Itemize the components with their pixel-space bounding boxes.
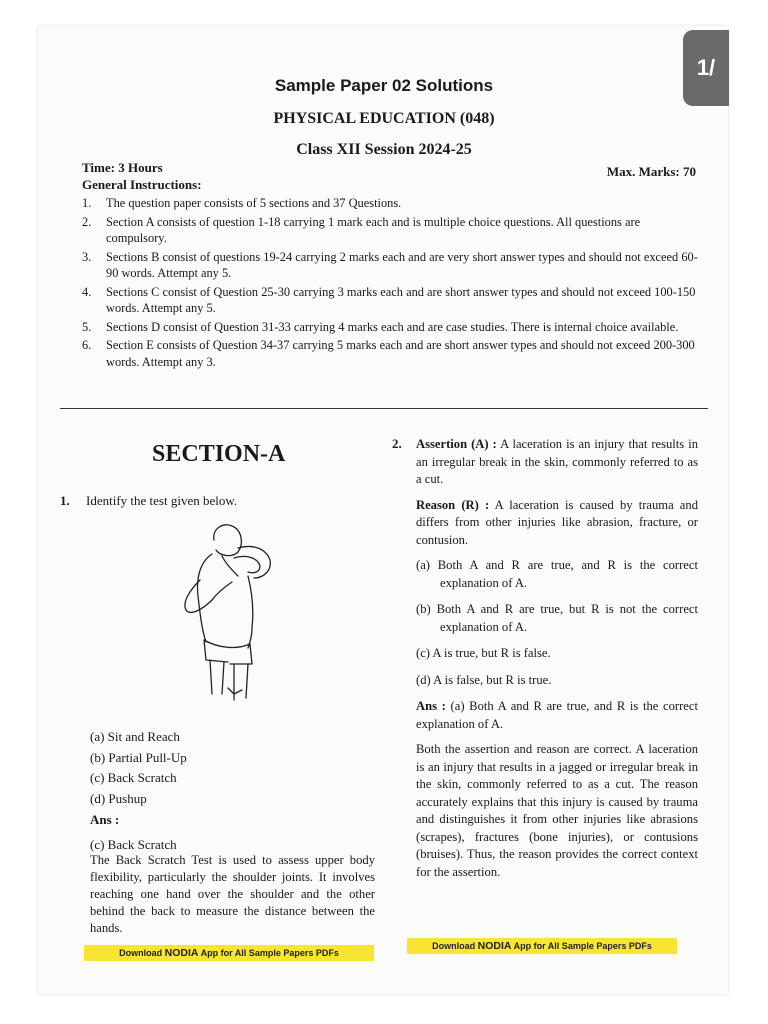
question-2-number: 2. (392, 436, 402, 451)
question-1-text: Identify the test given below. (86, 493, 238, 508)
general-instructions-title: General Instructions: (82, 177, 202, 192)
instruction-item: 3. Sections B consist of questions 19-24 carrying 2 marks each and are very short answer types and should not exceed 60-90 words. Attempt any 5. (82, 249, 698, 280)
option-d: (d) A is false, but R is true. (416, 672, 552, 687)
instructions-list (82, 195, 698, 372)
question-1-number: 1. (60, 493, 70, 508)
session-heading: Class XII Session 2024-25 (296, 141, 472, 158)
option-b: (b) Both A and R are true, but R is not the correct explanation of A. (416, 602, 698, 634)
instruction-item: 5. Sections D consist of Question 31-33 carrying 4 marks each and are case studies. There is internal choice available. (82, 319, 679, 334)
reason-paragraph: Reason (R) : A laceration is caused by trauma and differs from other injuries like abrasion, fracture, or contusion. (416, 497, 698, 547)
instruction-item: 6. Section E consists of Question 34-37 carrying 5 marks each and are short answer types and should not exceed 200-300 words. Attempt any 3. (82, 338, 695, 369)
paper-title: Sample Paper 02 Solutions (274, 76, 494, 95)
horizontal-divider (60, 408, 708, 409)
instruction-item: 1. The question paper consists of 5 sections and 37 Questions. (82, 196, 402, 210)
question-1-explanation: The Back Scratch Test is used to assess upper body flexibility, particularly the shoulder joints. It involves reaching one hand over the shoulder and the other behind the back to measure the distance between the hands. (90, 853, 375, 935)
max-marks-label: Max. Marks: 70 (606, 164, 696, 179)
question-2-explanation: Both the assertion and reason are correct. A laceration is an injury that results in a jagged or irregular break in the skin, commonly referred to as a cut. The reason accurately explains that this injury is caused by trauma and distinguishes it from other injuries like abrasions (scrapes), fractures (bone injuries), or contusions (bruises). Thus, the reason provides the correct context for the assertion. (416, 742, 698, 879)
question-1-answer-label: Ans : (90, 812, 120, 827)
download-app-banner[interactable]: Download NODIA App for All Sample Papers PDFs (407, 938, 677, 954)
option-a: (a) Sit and Reach (90, 729, 180, 744)
section-a-heading: SECTION-A (152, 441, 286, 467)
instruction-item: 4. Sections C consist of Question 25-30 carrying 3 marks each and are short answer types and should not exceed 100-150 words. Attempt any 5. (82, 284, 696, 315)
download-app-banner[interactable]: Download NODIA App for All Sample Papers PDFs (84, 945, 374, 961)
subject-heading: PHYSICAL EDUCATION (048) (273, 110, 495, 127)
question-1-answer-choice: (c) Back Scratch (90, 837, 177, 852)
option-d: (d) Pushup (90, 790, 147, 806)
back-scratch-figure (172, 518, 282, 708)
option-c: (c) Back Scratch (90, 770, 177, 785)
instruction-item: 2. Section A consists of question 1-18 carrying 1 mark each and is multiple choice questions. All questions are compulsory. (82, 214, 641, 245)
option-a: (a) Both A and R are true, and R is the correct explanation of A. (416, 558, 698, 590)
option-c: (c) A is true, but R is false. (416, 646, 551, 660)
option-b: (b) Partial Pull-Up (90, 749, 187, 765)
question-1-options (90, 727, 187, 809)
question-2-block (416, 436, 698, 889)
time-label: Time: 3 Hours (82, 160, 163, 175)
assertion-paragraph: Assertion (A) : A laceration is an injury that results in an irregular break in the skin, commonly referred to as a cut. (416, 437, 699, 486)
question-2-answer: Ans : (a) Both A and R are true, and R is the correct explanation of A. (416, 699, 698, 731)
page-indicator-badge[interactable]: 1/ (683, 30, 729, 106)
